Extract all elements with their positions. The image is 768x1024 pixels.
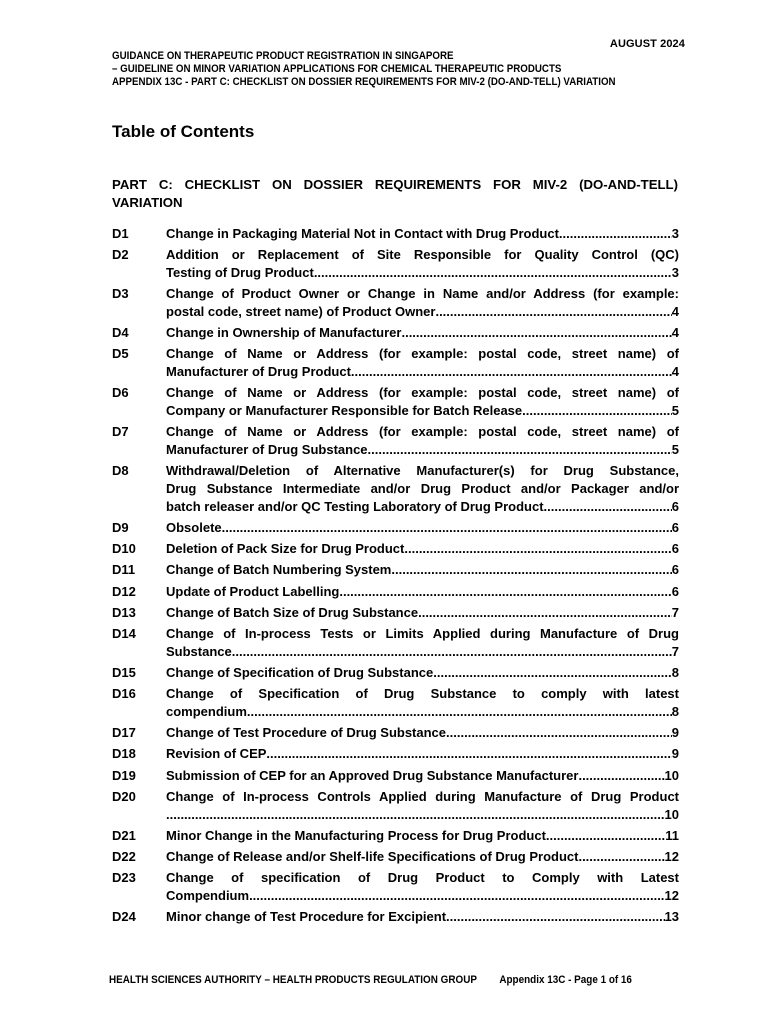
toc-entry-page: 5: [671, 403, 679, 419]
toc-entry-title: [166, 767, 679, 785]
toc-entry-code: D17: [112, 725, 136, 741]
toc-leader-dots: [339, 583, 671, 601]
toc-entry[interactable]: [112, 519, 679, 537]
toc-entry-title-line: batch releaser and/or QC Testing Laboratory of Drug Product: [166, 498, 544, 514]
toc-entry-title-line: postal code, street name) of Product Owner: [166, 303, 436, 319]
toc-entry-title: [166, 225, 679, 243]
running-header: [112, 50, 646, 89]
toc-entry-title: [166, 583, 679, 601]
toc-entry-title-line: Obsolete: [166, 520, 222, 536]
toc-entry[interactable]: [112, 324, 679, 342]
toc-entry-code: D10: [112, 541, 136, 557]
toc-leader-dots: [546, 827, 665, 845]
toc-entry-page: 7: [671, 604, 679, 620]
toc-entry-page: 10: [664, 806, 679, 822]
toc-entry-code: D14: [112, 626, 136, 642]
toc-entry-title-line: Revision of CEP: [166, 746, 267, 762]
toc-entry-title: [166, 724, 679, 742]
toc-entry[interactable]: [112, 664, 679, 682]
toc-entry-title-line: Minor Change in the Manufacturing Process for Drug Product: [166, 827, 546, 843]
toc-entry-title: [166, 848, 679, 866]
toc-leader-dots: [314, 264, 672, 282]
toc-entry-code: D21: [112, 827, 136, 843]
toc-entry-title-line: Manufacturer of Drug Product: [166, 364, 351, 380]
toc-entry-page: 6: [671, 562, 679, 578]
toc-leader-dots: [404, 540, 671, 558]
toc-entry[interactable]: [112, 225, 679, 243]
toc-entry[interactable]: [112, 827, 679, 845]
toc-entry-title: [166, 384, 679, 420]
toc-entry-code: D1: [112, 226, 129, 241]
toc-entry-code: D19: [112, 767, 136, 783]
toc-leader-dots: [446, 724, 672, 742]
toc-entry-code: D4: [112, 325, 129, 341]
document-date: AUGUST 2024: [609, 38, 685, 50]
toc-entry-code: D13: [112, 604, 136, 620]
toc-entry-title-line: Update of Product Labelling: [166, 583, 340, 599]
toc-entry-title: [166, 664, 679, 682]
toc-entry-title: [166, 540, 679, 558]
toc-entry-title-line: Substance: [166, 643, 232, 659]
toc-entry[interactable]: [112, 848, 679, 866]
toc-entry-title: [166, 246, 679, 282]
toc-entry[interactable]: [112, 625, 679, 661]
toc-entry-title-line: Change of specification of Drug Product to Comply with Latest: [166, 870, 679, 886]
toc-entry-title-line: Change of Batch Size of Drug Substance: [166, 604, 419, 620]
toc-entry[interactable]: [112, 345, 679, 381]
toc-entry[interactable]: [112, 724, 679, 742]
toc-entry-title: [166, 685, 679, 721]
toc-entry-title-line: Change in Packaging Material Not in Contact with Drug Product: [166, 226, 559, 241]
toc-entry-page: 3: [671, 226, 679, 241]
toc-entry-title-line: Change of Product Owner or Change in Name and/or Address (for example:: [166, 286, 679, 302]
footer-org: HEALTH SCIENCES AUTHORITY – HEALTH PRODUCTS REGULATION GROUP: [109, 974, 477, 986]
toc-entry-title-line: Addition or Replacement of Site Responsible for Quality Control (QC): [166, 247, 679, 263]
toc-entry-code: D16: [112, 686, 136, 702]
toc-entry-page: 12: [664, 887, 679, 903]
toc-entry-title-line: Testing of Drug Product: [166, 264, 314, 280]
toc-entry-code: D22: [112, 848, 136, 864]
toc-leader-dots: [391, 561, 671, 579]
toc-leader-dots: [232, 643, 672, 661]
toc-entry-title: [166, 908, 679, 926]
toc-entry-code: D12: [112, 583, 136, 599]
toc-entry-title: [166, 869, 679, 905]
toc-leader-dots: [368, 441, 672, 459]
toc-entry-title: [166, 625, 679, 661]
toc-entry[interactable]: [112, 540, 679, 558]
toc-entry-page: 9: [671, 746, 679, 762]
toc-entry-page: 9: [671, 725, 679, 741]
toc-entry-code: D20: [112, 788, 136, 804]
toc-leader-dots: [418, 604, 672, 622]
footer-page-number: Appendix 13C - Page 1 of 16: [499, 974, 632, 986]
toc-entry[interactable]: [112, 384, 679, 420]
toc-entry-page: 6: [671, 520, 679, 536]
toc-entry-title-line: Deletion of Pack Size for Drug Product: [166, 541, 405, 557]
toc-entry-title: [166, 345, 679, 381]
toc-entry-title: [166, 285, 679, 321]
toc-entry-page: 4: [671, 303, 679, 319]
toc-leader-dots: [266, 745, 671, 763]
toc-entry-title: [166, 788, 679, 824]
toc-entry-page: 13: [664, 909, 679, 925]
toc-entry[interactable]: [112, 423, 679, 459]
toc-entry-code: D24: [112, 909, 136, 925]
toc-entry-page: 6: [671, 541, 679, 557]
toc-entry-title: [166, 745, 679, 763]
toc-leader-dots: [578, 767, 664, 785]
toc-entry[interactable]: [112, 561, 679, 579]
toc-leader-dots: [559, 225, 672, 243]
toc-leader-dots: [247, 703, 672, 721]
toc-entry-page: 7: [671, 643, 679, 659]
toc-entry-title-line: Change of Specification of Drug Substance: [166, 665, 434, 680]
toc-title: Table of Contents: [112, 122, 255, 141]
toc-entry-title-line: Change in Ownership of Manufacturer: [166, 325, 402, 341]
toc-entry-code: D15: [112, 665, 136, 680]
toc-entry-title-line: Minor change of Test Procedure for Excipient: [166, 909, 447, 925]
toc-leader-dots: [401, 324, 671, 342]
toc-entry-title-line: Change of Batch Numbering System: [166, 562, 392, 578]
toc-entry[interactable]: [112, 869, 679, 905]
table-of-contents: [112, 225, 679, 929]
toc-entry-title-line: Drug Substance Intermediate and/or Drug Product and/or Packager and/or: [166, 481, 679, 497]
toc-entry-code: D7: [112, 424, 129, 440]
toc-entry[interactable]: [112, 685, 679, 721]
toc-entry-title: [166, 519, 679, 537]
toc-entry-code: D2: [112, 247, 129, 263]
header-line-2: – GUIDELINE ON MINOR VARIATION APPLICATIONS FOR CHEMICAL THERAPEUTIC PRODUCTS: [112, 63, 562, 75]
toc-entry-page: 8: [671, 703, 679, 719]
toc-entry-title-line: Compendium: [166, 887, 250, 903]
toc-entry-title-line: Change of Name or Address (for example: postal code, street name) of: [166, 346, 679, 362]
toc-entry-page: 4: [671, 325, 679, 341]
toc-entry[interactable]: [112, 745, 679, 763]
toc-entry-page: 3: [671, 264, 679, 280]
toc-leader-dots: [522, 402, 672, 420]
toc-entry-page: 8: [671, 665, 679, 680]
footer: [109, 974, 632, 986]
toc-entry-title-line: Change of Test Procedure of Drug Substance: [166, 725, 447, 741]
toc-entry-page: 10: [664, 767, 679, 783]
toc-leader-dots: [544, 498, 672, 516]
toc-entry-title-line: Withdrawal/Deletion of Alternative Manufacturer(s) for Drug Substance,: [166, 463, 679, 479]
toc-entry[interactable]: [112, 246, 679, 282]
toc-leader-dots: [222, 519, 672, 537]
toc-entry-code: D8: [112, 463, 129, 479]
toc-entry-title-line: Change of Name or Address (for example: postal code, street name) of: [166, 424, 679, 440]
toc-entry-code: D11: [112, 562, 136, 578]
toc-entry-title: [166, 561, 679, 579]
toc-leader-dots: [433, 664, 672, 682]
toc-entry[interactable]: [112, 908, 679, 926]
toc-entry-code: D9: [112, 520, 129, 536]
toc-entry-page: 11: [665, 827, 679, 843]
toc-entry-title: [166, 604, 679, 622]
toc-entry-title-line: Company or Manufacturer Responsible for Batch Release: [166, 403, 523, 419]
toc-entry-code: D3: [112, 286, 129, 302]
toc-entry-title: [166, 423, 679, 459]
toc-leader-dots: [166, 806, 665, 824]
toc-entry-page: 5: [671, 442, 679, 458]
toc-entry[interactable]: [112, 462, 679, 515]
part-heading: PART C: CHECKLIST ON DOSSIER REQUIREMENTS FOR MIV-2 (DO-AND-TELL) VARIATION: [112, 177, 678, 210]
toc-entry-code: D23: [112, 870, 136, 886]
toc-entry-page: 6: [671, 498, 679, 514]
toc-entry[interactable]: [112, 767, 679, 785]
header-line-1: GUIDANCE ON THERAPEUTIC PRODUCT REGISTRATION IN SINGAPORE: [112, 50, 454, 62]
toc-entry-title-line: Change of In-process Tests or Limits Applied during Manufacture of Drug: [166, 626, 679, 642]
toc-entry-title-line: compendium: [166, 703, 247, 719]
toc-entry-title-line: Manufacturer of Drug Substance: [166, 442, 368, 458]
toc-entry[interactable]: [112, 583, 679, 601]
toc-entry-title: [166, 827, 679, 845]
toc-entry-title-line: Change of Specification of Drug Substance to comply with latest: [166, 686, 679, 702]
toc-entry[interactable]: [112, 604, 679, 622]
toc-leader-dots: [446, 908, 665, 926]
toc-entry-title: [166, 462, 679, 515]
toc-entry-page: 12: [664, 848, 679, 864]
header-line-3: APPENDIX 13C - PART C: CHECKLIST ON DOSSIER REQUIREMENTS FOR MIV-2 (DO-AND-TELL) VARIATION: [112, 76, 616, 88]
toc-entry-title-line: Change of Release and/or Shelf-life Specifications of Drug Product: [166, 848, 579, 864]
toc-entry-title-line: Change of In-process Controls Applied during Manufacture of Drug Product: [166, 788, 679, 804]
toc-entry-code: D18: [112, 746, 136, 762]
toc-entry[interactable]: [112, 285, 679, 321]
toc-entry-title-line: Submission of CEP for an Approved Drug Substance Manufacturer: [166, 767, 579, 783]
toc-leader-dots: [249, 887, 664, 905]
toc-leader-dots: [578, 848, 664, 866]
toc-leader-dots: [351, 363, 672, 381]
toc-entry-code: D6: [112, 385, 129, 401]
toc-entry-page: 6: [671, 583, 679, 599]
toc-entry-code: D5: [112, 346, 129, 362]
toc-entry[interactable]: [112, 788, 679, 824]
toc-leader-dots: [435, 303, 671, 321]
toc-entry-page: 4: [671, 364, 679, 380]
toc-entry-title: [166, 324, 679, 342]
toc-entry-title-line: Change of Name or Address (for example: postal code, street name) of: [166, 385, 679, 401]
